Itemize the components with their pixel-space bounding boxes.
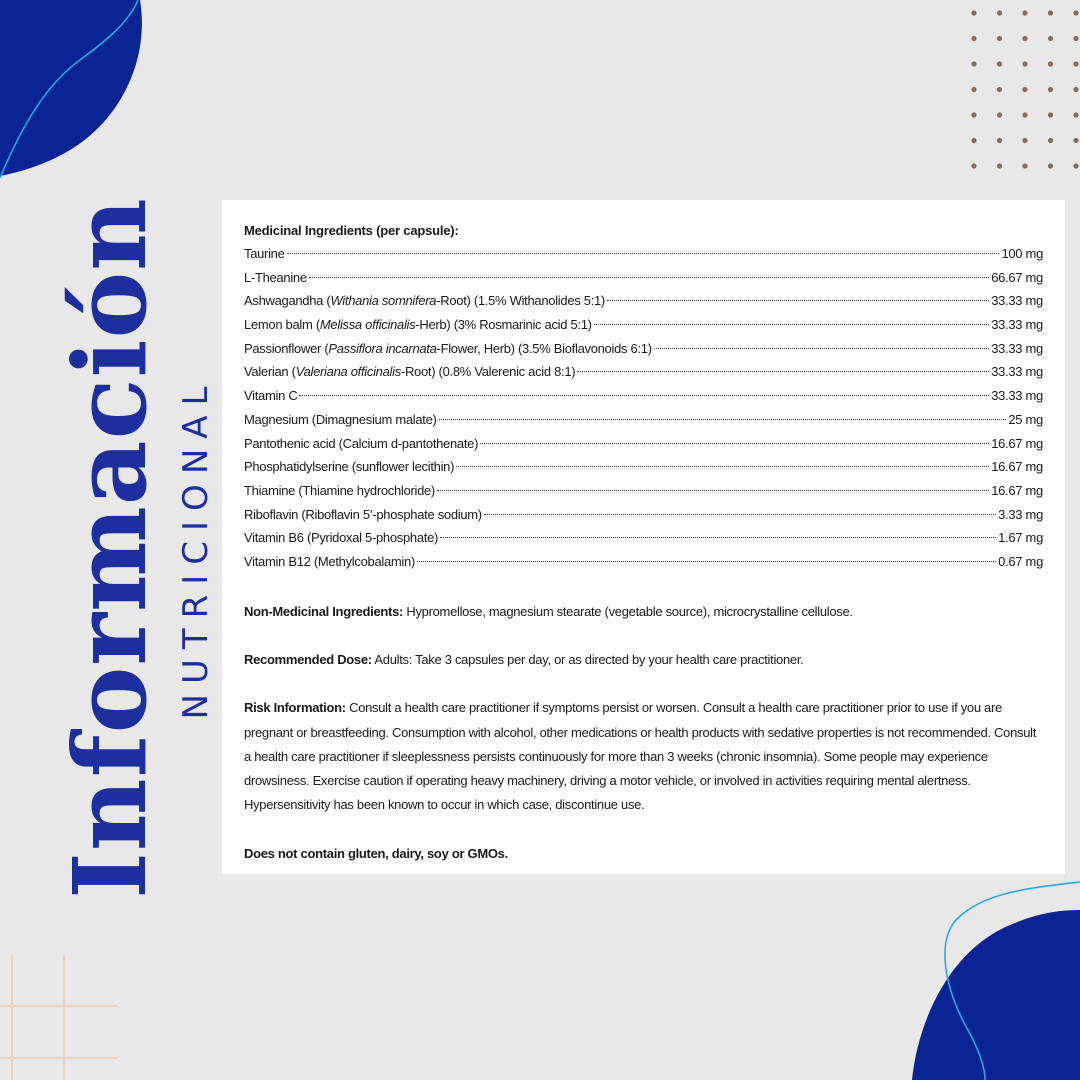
- ingredient-botanical-name: Withania somnifera: [330, 293, 437, 309]
- grid-dot: [971, 87, 976, 92]
- page-subtitle: NUTRICIONAL: [176, 376, 216, 720]
- grid-dot: [997, 138, 1002, 143]
- ingredient-name: Pantothenic acid (Calcium d-pantothenate): [244, 435, 479, 451]
- ingredient-row: [244, 337, 1043, 361]
- ingredient-name: Riboflavin (Riboflavin 5’-phosphate sodium): [244, 506, 482, 522]
- dot-leader: [417, 561, 996, 562]
- ingredient-amount: 25 mg: [1008, 411, 1043, 427]
- ingredient-row: [244, 266, 1043, 290]
- dot-leader: [440, 537, 996, 538]
- grid-dot: [1073, 163, 1078, 168]
- ingredient-amount: 0.67 mg: [998, 553, 1043, 569]
- ingredient-amount: 33.33 mg: [991, 340, 1043, 356]
- ingredient-amount: 100 mg: [1001, 246, 1043, 261]
- grid-dot: [1022, 163, 1027, 168]
- dose-text: Adults: Take 3 capsules per day, or as directed by your health care practitioner.: [371, 651, 804, 667]
- ingredient-amount: 3.33 mg: [998, 506, 1043, 522]
- non-medicinal-label: Non-Medicinal Ingredients:: [244, 603, 404, 619]
- grid-dot: [997, 87, 1002, 92]
- risk-text: Consult a health care practitioner if symptoms persist or worsen. Consult a health care practitioner prior to use if you are pregnant or breastfeeding. Consumption with alcohol, other medications or health products with sedative properties is not recommended. Consult a health care practitioner if sleeplessness persists continuously for more than 3 weeks (chronic insomnia). Some people may experience drowsiness. Exercise caution if operating heavy machinery, driving a motor vehicle, or involved in activities requiring mental alertness. Hypersensitivity has been known to occur in which case, discontinue use.: [244, 700, 1037, 813]
- grid-dot: [1022, 138, 1027, 143]
- ingredient-name: Taurine: [244, 246, 285, 261]
- page-title: Información: [51, 197, 169, 899]
- ingredient-name: Vitamin C: [244, 388, 298, 404]
- dot-leader: [577, 371, 989, 372]
- dot-leader: [456, 466, 989, 467]
- ingredient-row: [244, 455, 1043, 479]
- dot-leader: [309, 277, 989, 278]
- dot-leader: [594, 324, 989, 325]
- ingredient-row: [244, 432, 1043, 456]
- grid-dot: [971, 138, 976, 143]
- ingredient-name-suffix: -Root) (0.8% Valerenic acid 8:1): [400, 364, 576, 380]
- ingredient-amount: 16.67 mg: [991, 459, 1043, 475]
- nutrition-card: [222, 200, 1065, 874]
- grid-dot: [1048, 87, 1053, 92]
- ingredient-row: [244, 479, 1043, 503]
- grid-dot: [1048, 36, 1053, 41]
- grid-dot: [1022, 10, 1027, 15]
- grid-dot: [1073, 10, 1078, 15]
- grid-dot: [1073, 61, 1078, 66]
- dose-label: Recommended Dose:: [244, 651, 372, 667]
- grid-dot: [971, 112, 976, 117]
- dot-leader: [299, 395, 989, 396]
- risk-label: Risk Information:: [244, 700, 346, 716]
- grid-lines: [0, 955, 118, 1080]
- grid-dot: [997, 163, 1002, 168]
- ingredient-name: L-Theanine: [244, 269, 307, 285]
- ingredient-row: [244, 313, 1043, 337]
- dot-leader: [480, 443, 989, 444]
- grid-dot: [1048, 10, 1053, 15]
- dot-leader: [439, 419, 1007, 420]
- grid-dot: [1022, 36, 1027, 41]
- grid-dot: [1022, 87, 1027, 92]
- ingredient-name: [244, 360, 575, 384]
- ingredient-amount: 33.33 mg: [991, 317, 1043, 333]
- ingredient-botanical-name: Melissa officinalis: [319, 317, 416, 333]
- dot-leader: [437, 490, 989, 491]
- dot-leader: [484, 514, 996, 515]
- risk-paragraph: [244, 696, 1043, 817]
- ingredient-amount: 33.33 mg: [991, 293, 1043, 309]
- non-medicinal-text: Hypromellose, magnesium stearate (vegetable source), microcrystalline cellulose.: [403, 603, 853, 619]
- grid-dot: [971, 163, 976, 168]
- ingredient-name: Thiamine (Thiamine hydrochloride): [244, 482, 435, 498]
- grid-dot: [1048, 138, 1053, 143]
- grid-dot: [997, 112, 1002, 117]
- ingredients-list: [244, 242, 1043, 574]
- free-from-statement: Does not contain gluten, dairy, soy or GMOs.: [244, 845, 508, 861]
- ingredient-row: [244, 550, 1043, 574]
- grid-dot: [1073, 36, 1078, 41]
- grid-dot: [1048, 163, 1053, 168]
- grid-dot: [971, 61, 976, 66]
- ingredient-name: [244, 313, 592, 337]
- grid-dot: [1073, 87, 1078, 92]
- dose-paragraph: [244, 648, 1043, 672]
- grid-dot: [1022, 61, 1027, 66]
- ingredient-name: [244, 337, 652, 361]
- ingredients-heading: Medicinal Ingredients (per capsule):: [244, 223, 459, 238]
- ingredient-name: [244, 289, 605, 313]
- ingredient-amount: 66.67 mg: [991, 269, 1043, 285]
- ingredient-row: [244, 503, 1043, 527]
- ingredient-amount: 16.67 mg: [991, 435, 1043, 451]
- ingredient-name-prefix: Ashwagandha (: [244, 293, 331, 309]
- ingredient-name-suffix: -Root) (1.5% Withanolides 5:1): [436, 293, 605, 309]
- grid-dot: [997, 61, 1002, 66]
- ingredient-name: Vitamin B12 (Methylcobalamin): [244, 553, 415, 569]
- dot-grid: [971, 10, 1078, 168]
- grid-dot: [997, 10, 1002, 15]
- ingredient-name: Magnesium (Dimagnesium malate): [244, 411, 437, 427]
- grid-dot: [1048, 112, 1053, 117]
- ingredient-name: Vitamin B6 (Pyridoxal 5-phosphate): [244, 530, 439, 546]
- grid-dot: [1073, 138, 1078, 143]
- ingredient-name-prefix: Valerian (: [244, 364, 296, 380]
- ingredient-row: [244, 526, 1043, 550]
- grid-dot: [971, 10, 976, 15]
- grid-dot: [997, 36, 1002, 41]
- bottom-right-blob: [912, 910, 1080, 1080]
- ingredient-row: [244, 384, 1043, 408]
- ingredient-row: [244, 360, 1043, 384]
- grid-dot: [971, 36, 976, 41]
- ingredient-amount: 16.67 mg: [991, 482, 1043, 498]
- grid-dot: [1073, 112, 1078, 117]
- ingredient-name: Phosphatidylserine (sunflower lecithin): [244, 459, 455, 475]
- ingredient-name-prefix: Passionflower (: [244, 340, 329, 356]
- ingredient-botanical-name: Passiflora incarnata: [328, 340, 437, 356]
- dot-leader: [607, 300, 989, 301]
- ingredient-botanical-name: Valeriana officinalis: [295, 364, 401, 380]
- ingredient-amount: 33.33 mg: [991, 364, 1043, 380]
- ingredient-row: [244, 408, 1043, 432]
- ingredient-name-suffix: -Herb) (3% Rosmarinic acid 5:1): [415, 317, 592, 333]
- ingredient-name-suffix: -Flower, Herb) (3.5% Bioflavonoids 6:1): [436, 340, 652, 356]
- ingredient-row: [244, 289, 1043, 313]
- non-medicinal-paragraph: [244, 600, 1043, 624]
- grid-dot: [1048, 61, 1053, 66]
- grid-dot: [1022, 112, 1027, 117]
- ingredient-amount: 1.67 mg: [998, 530, 1043, 546]
- ingredient-name-prefix: Lemon balm (: [244, 317, 320, 333]
- ingredient-amount: 33.33 mg: [991, 388, 1043, 404]
- dot-leader: [287, 253, 1000, 254]
- dot-leader: [654, 348, 989, 349]
- ingredient-row: [244, 242, 1043, 266]
